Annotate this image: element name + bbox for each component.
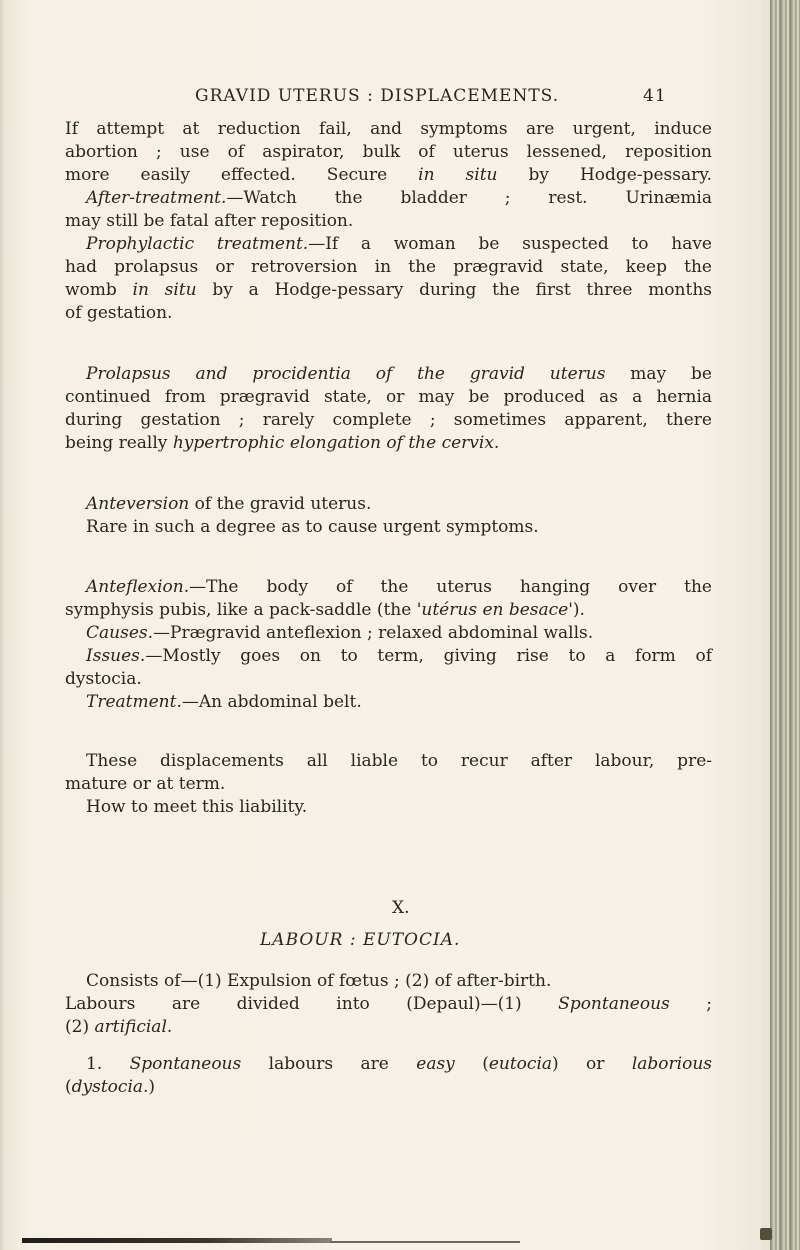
text-line-l15 <box>86 516 539 538</box>
text-run: —An abdominal belt. <box>181 692 362 712</box>
page-left-edge <box>0 0 6 1250</box>
text-run: Spontaneous <box>558 994 670 1014</box>
text-run: Rare in such a degree as to cause urgent symptoms. <box>86 517 539 537</box>
text-run: How to meet this liability. <box>86 797 308 817</box>
text-run: —Watch the bladder ; rest. Urinæmia <box>226 188 712 208</box>
text-run: Labours are divided into (Depaul)—(1) <box>65 994 559 1014</box>
text-run: by Hodge-pessary. <box>497 165 713 185</box>
text-run: Prophylactic treatment. <box>86 234 309 254</box>
text-run: in situ <box>132 280 197 300</box>
page-gutter <box>762 0 770 1250</box>
text-run: mature or at term. <box>65 774 226 794</box>
text-run: Issues. <box>86 646 146 666</box>
text-run: being really <box>65 433 173 453</box>
text-run: during gestation ; rarely complete ; sometimes apparent, there <box>65 410 712 430</box>
text-run: '). <box>568 600 585 620</box>
bottom-rule <box>22 1238 332 1243</box>
text-run: —Prægravid anteflexion ; relaxed abdominal walls. <box>153 623 594 643</box>
text-run: Consists of—(1) Expulsion of fœtus ; (2) of after-birth. <box>86 971 552 991</box>
text-line-l20 <box>65 668 142 690</box>
text-run: —The body of the uterus hanging over the <box>189 577 712 597</box>
text-line-l3 <box>65 164 712 186</box>
text-line-l21 <box>86 691 362 713</box>
text-run: dystocia. <box>65 669 142 689</box>
text-line-l28 <box>86 1053 712 1075</box>
text-run: ) or <box>552 1054 632 1074</box>
text-run: Causes. <box>86 623 154 643</box>
text-line-l29 <box>65 1076 155 1098</box>
text-line-l8 <box>65 279 712 301</box>
text-run: had prolapsus or retroversion in the prægravid state, keep the <box>65 257 712 277</box>
text-run: abortion ; use of aspirator, bulk of uterus lessened, reposition <box>65 142 712 162</box>
text-line-l16 <box>86 576 712 598</box>
text-line-l10 <box>86 363 712 385</box>
text-run: ( <box>65 1077 72 1097</box>
text-line-l9 <box>65 302 172 324</box>
text-line-l17 <box>65 599 585 621</box>
text-line-l1 <box>65 118 712 140</box>
bottom-rule-thin <box>330 1241 520 1243</box>
text-line-l13 <box>65 432 499 454</box>
text-run: laborious <box>631 1054 712 1074</box>
section-title: LABOUR : EUTOCIA. <box>260 930 461 950</box>
text-run: labours are <box>241 1054 417 1074</box>
text-run: —If a woman be suspected to have <box>308 234 712 254</box>
text-run: by a Hodge-pessary during the first three months <box>196 280 712 300</box>
text-run: of gestation. <box>65 303 173 323</box>
text-run: ) <box>148 1077 156 1097</box>
text-line-l4 <box>86 187 712 209</box>
text-run: easy <box>416 1054 455 1074</box>
text-run: Prolapsus and procidentia of the gravid uterus <box>86 364 606 384</box>
text-line-l12 <box>65 409 712 431</box>
text-run: After-treatment. <box>86 188 227 208</box>
book-edge-texture <box>770 0 800 1250</box>
text-line-l7 <box>65 256 712 278</box>
text-run: Anteflexion. <box>86 577 190 597</box>
text-run: —Mostly goes on to term, giving rise to a form of <box>145 646 712 666</box>
text-line-l6 <box>86 233 712 255</box>
text-line-l24 <box>86 796 307 818</box>
text-run: hypertrophic elongation of the cervix. <box>172 433 500 453</box>
text-run: symphysis pubis, like a pack-saddle (the ' <box>65 600 422 620</box>
text-run: (2) <box>65 1017 95 1037</box>
text-run: 1. <box>86 1054 130 1074</box>
text-line-l25 <box>86 970 551 992</box>
text-line-l27 <box>65 1016 172 1038</box>
text-run: If attempt at reduction fail, and symptoms are urgent, induce <box>65 119 712 139</box>
text-run: ( <box>454 1054 489 1074</box>
text-run: dystocia. <box>71 1077 149 1097</box>
text-line-l11 <box>65 386 712 408</box>
text-line-l19 <box>86 645 712 667</box>
text-line-l5 <box>65 210 353 232</box>
text-run: Treatment. <box>86 692 182 712</box>
text-run: continued from prægravid state, or may be produced as a hernia <box>65 387 712 407</box>
text-run: may be <box>605 364 712 384</box>
text-run: Spontaneous <box>129 1054 242 1074</box>
text-run: more easily effected. Secure <box>65 165 419 185</box>
text-run: eutocia <box>488 1054 553 1074</box>
running-title: GRAVID UTERUS : DISPLACEMENTS. <box>195 86 560 106</box>
text-line-l18 <box>86 622 593 644</box>
text-line-l14 <box>86 493 371 515</box>
section-number: X. <box>392 898 410 918</box>
text-line-l23 <box>65 773 225 795</box>
text-run: may still be fatal after reposition. <box>65 211 354 231</box>
text-run: of the gravid uterus. <box>189 494 372 514</box>
text-run: artificial. <box>94 1017 173 1037</box>
text-run: in situ <box>418 165 498 185</box>
text-run: These displacements all liable to recur after labour, pre- <box>86 751 712 771</box>
page-number: 41 <box>643 86 667 106</box>
corner-mark <box>760 1228 772 1240</box>
text-run: utérus en besace <box>421 600 569 620</box>
text-run: ; <box>669 994 712 1014</box>
text-run: Anteversion <box>86 494 190 514</box>
text-line-l22 <box>86 750 712 772</box>
text-run: womb <box>65 280 133 300</box>
text-line-l2 <box>65 141 712 163</box>
text-line-l26 <box>65 993 712 1015</box>
